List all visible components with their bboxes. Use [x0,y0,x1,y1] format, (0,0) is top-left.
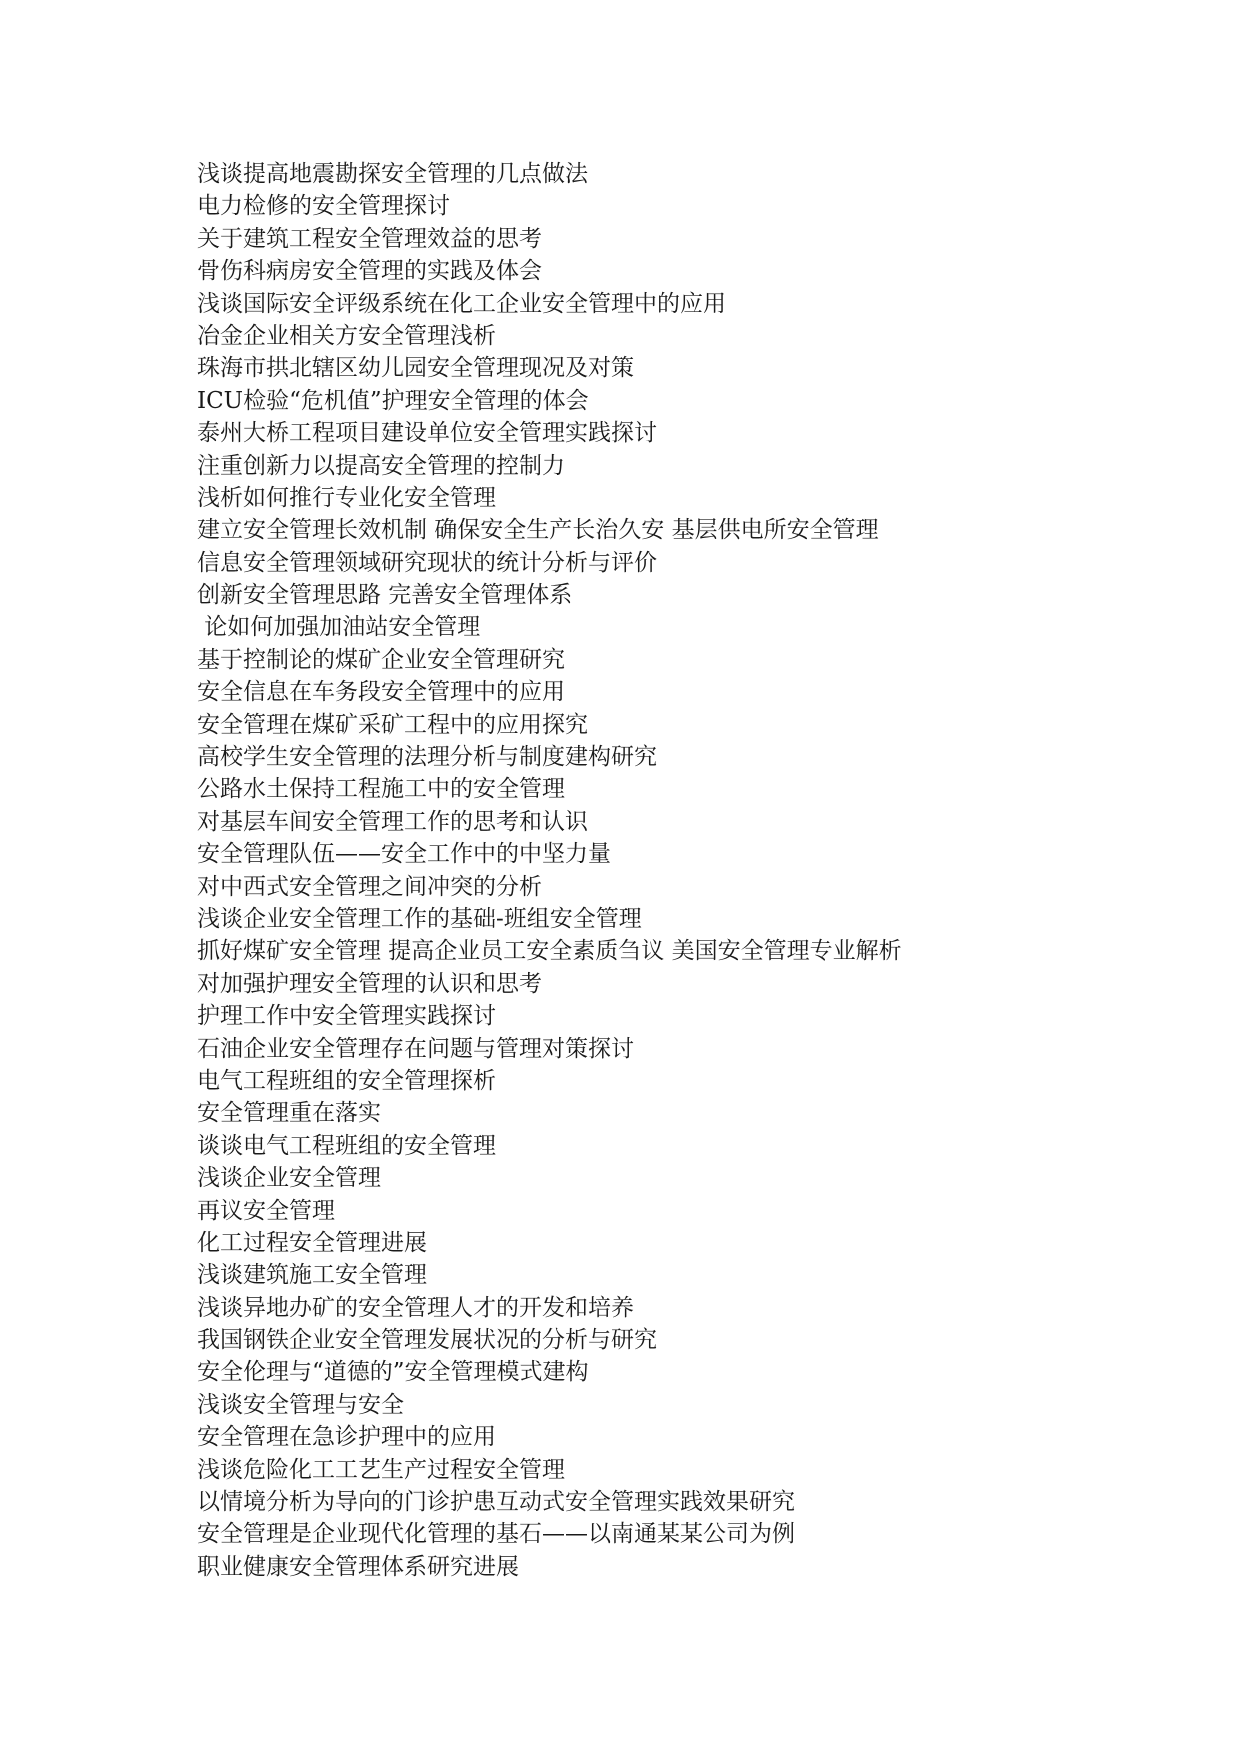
article-title: 浅谈建筑施工安全管理 [197,1262,427,1289]
article-title: 浅谈企业安全管理工作的基础-班组安全管理 [197,905,642,932]
article-title: 珠海市拱北辖区幼儿园安全管理现况及对策 [197,355,634,382]
article-title: 建立安全管理长效机制 确保安全生产长治久安 基层供电所安全管理 [197,517,879,544]
article-title: 冶金企业相关方安全管理浅析 [197,322,496,349]
article-title: 职业健康安全管理体系研究进展 [197,1553,519,1580]
article-title: 浅谈提高地震勘探安全管理的几点做法 [197,161,588,187]
article-title: 我国钢铁企业安全管理发展状况的分析与研究 [197,1327,657,1354]
article-title: 浅谈危险化工工艺生产过程安全管理 [197,1456,565,1483]
article-title: 浅谈安全管理与安全 [197,1391,404,1418]
article-title: 安全管理队伍——安全工作中的中坚力量 [197,841,611,868]
article-title: 再议安全管理 [197,1197,335,1224]
article-title: 对加强护理安全管理的认识和思考 [197,970,542,997]
article-title: 基于控制论的煤矿企业安全管理研究 [197,646,565,673]
article-title: 关于建筑工程安全管理效益的思考 [197,225,542,252]
article-title: 对中西式安全管理之间冲突的分析 [197,873,542,900]
article-title: 注重创新力以提高安全管理的控制力 [197,452,565,479]
article-title: 浅谈异地办矿的安全管理人才的开发和培养 [197,1294,634,1321]
article-title: 化工过程安全管理进展 [197,1229,427,1256]
article-title: 以情境分析为导向的门诊护患互动式安全管理实践效果研究 [197,1489,795,1516]
article-title: 安全伦理与“道德的”安全管理模式建构 [197,1359,589,1386]
article-title: 电力检修的安全管理探讨 [197,193,450,220]
article-title: 信息安全管理领域研究现状的统计分析与评价 [197,549,657,576]
article-title: ICU检验“危机值”护理安全管理的体会 [197,387,589,414]
article-title: 论如何加强加油站安全管理 [197,614,481,641]
article-title: 浅谈国际安全评级系统在化工企业安全管理中的应用 [197,290,726,317]
article-title: 泰州大桥工程项目建设单位安全管理实践探讨 [197,420,657,447]
article-title: 创新安全管理思路 完善安全管理体系 [197,582,573,609]
article-title: 护理工作中安全管理实践探讨 [197,1003,496,1030]
article-title: 高校学生安全管理的法理分析与制度建构研究 [197,744,657,771]
article-title: 安全管理在煤矿采矿工程中的应用探究 [197,711,588,738]
article-title: 安全管理是企业现代化管理的基石——以南通某某公司为例 [197,1521,795,1548]
article-title: 安全信息在车务段安全管理中的应用 [197,679,565,706]
article-title: 石油企业安全管理存在问题与管理对策探讨 [197,1035,634,1062]
article-title: 浅析如何推行专业化安全管理 [197,484,496,511]
article-title: 电气工程班组的安全管理探析 [197,1067,496,1094]
article-title: 安全管理在急诊护理中的应用 [197,1424,496,1451]
article-title: 抓好煤矿安全管理 提高企业员工安全素质刍议 美国安全管理专业解析 [197,938,902,965]
article-title: 公路水土保持工程施工中的安全管理 [197,776,565,803]
article-title: 骨伤科病房安全管理的实践及体会 [197,258,542,285]
article-title: 对基层车间安全管理工作的思考和认识 [197,808,588,835]
article-title-list [197,158,902,1583]
article-title: 浅谈企业安全管理 [197,1165,381,1192]
article-title: 谈谈电气工程班组的安全管理 [197,1132,496,1159]
article-title: 安全管理重在落实 [197,1100,381,1127]
